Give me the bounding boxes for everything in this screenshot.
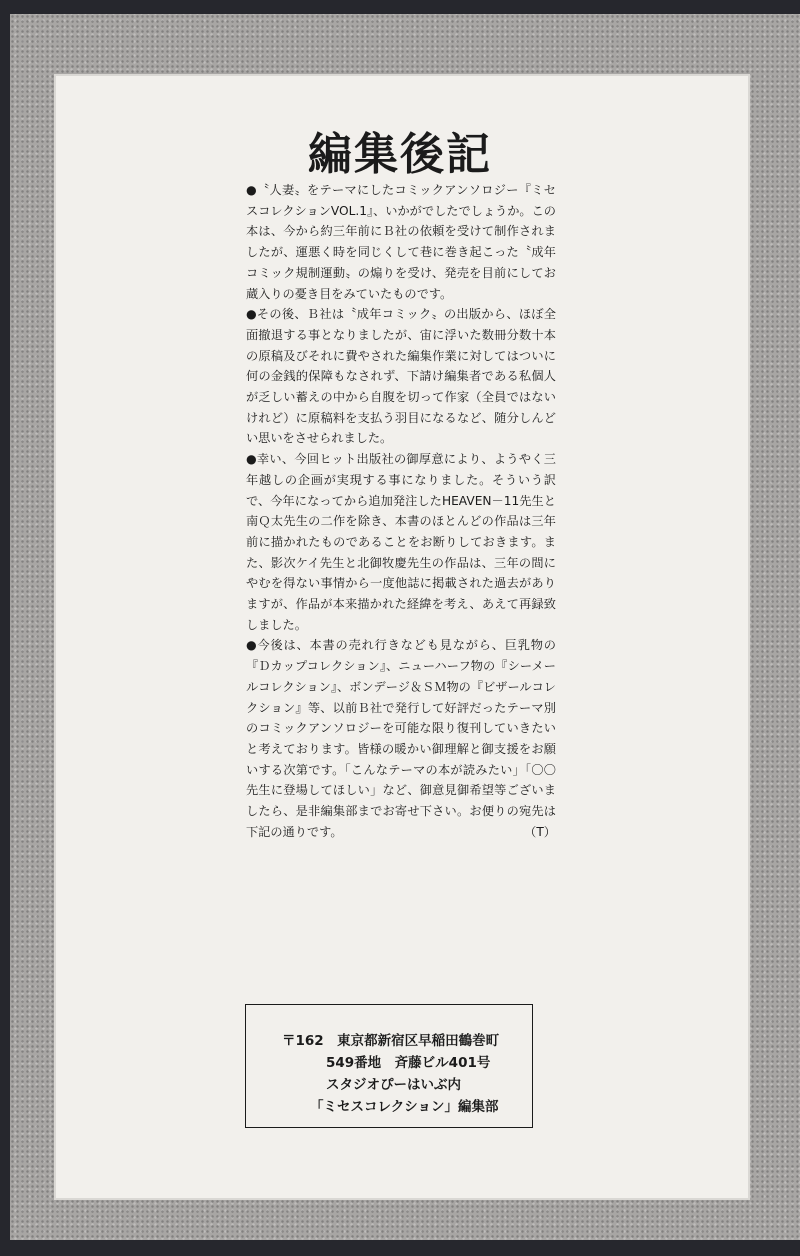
afterword-body — [246, 180, 556, 843]
paragraph-3: ●幸い、今回ヒット出版社の御厚意により、ようやく三年越しの企画が実現する事になりました。そういう訳で、今年になってから追加発注したHEAVEN－11先生と南Ｑ太先生の二作を除き、本書のほとんどの作品は三年前に描かれたものであることをお断りしておきます。また、影次ケイ先生と北御牧慶先生の作品は、三年の間にやむを得ない事情から一度他誌に掲載された過去がありますが、作品が本来描かれた経緯を考え、あえて再録致しました。 — [246, 452, 556, 632]
closing-line — [246, 635, 556, 842]
paragraph-2: ●その後、Ｂ社は〝成年コミック〟の出版から、ほぼ全面撤退する事となりましたが、宙に浮いた数冊分数十本の原稿及びそれに費やされた編集作業に対してはついに何の金銭的保障もなされず、下請け編集者である私個人が乏しい蓄えの中から自腹を切って作家（全員ではないけれど）に原稿料を支払う羽目になるなど、随分しんどい思いをさせられました。 — [246, 307, 556, 446]
address-line-4: 「ミセスコレクション」編集部 — [310, 1099, 499, 1115]
mailing-address-box — [245, 1004, 533, 1128]
address-line-2: 549番地 斉藤ビル401号 — [326, 1055, 491, 1071]
page-title: 編集後記 — [308, 129, 492, 180]
address-line-3: スタジオぴーはいぶ内 — [326, 1077, 461, 1093]
address-line-1: 〒162 東京都新宿区早稲田鶴巻町 — [282, 1033, 500, 1049]
signature: （T） — [524, 824, 556, 839]
paragraph-4: ●今後は、本書の売れ行きなども見ながら、巨乳物の『Ｄカップコレクション』、ニューハーフ物の『シーメールコレクション』、ボンデージ＆ＳＭ物の『ビザールコレクション』等、以前Ｂ社で発行して好評だったテーマ別のコミックアンソロジーを可能な限り復刊していきたいと考えております。皆様の暖かい御理解と御支援をお願いする次第です。「こんなテーマの本が読みたい」「〇〇先生に登場してほしい」など、御意見御希望等ございましたら、是非編集部までお寄せ下さい。お便りの宛先は下記の通りです。 — [246, 638, 556, 839]
paragraph-1: ●〝人妻〟をテーマにしたコミックアンソロジー『ミセスコレクションVOL.1』、いかがでしたでしょうか。この本は、今から約三年前にＢ社の依頼を受けて制作されましたが、運悪く時を同じくして巷に巻き起こった〝成年コミック規制運動〟の煽りを受け、発売を目前にしてお蔵入りの憂き目をみていたものです。 — [246, 183, 556, 301]
